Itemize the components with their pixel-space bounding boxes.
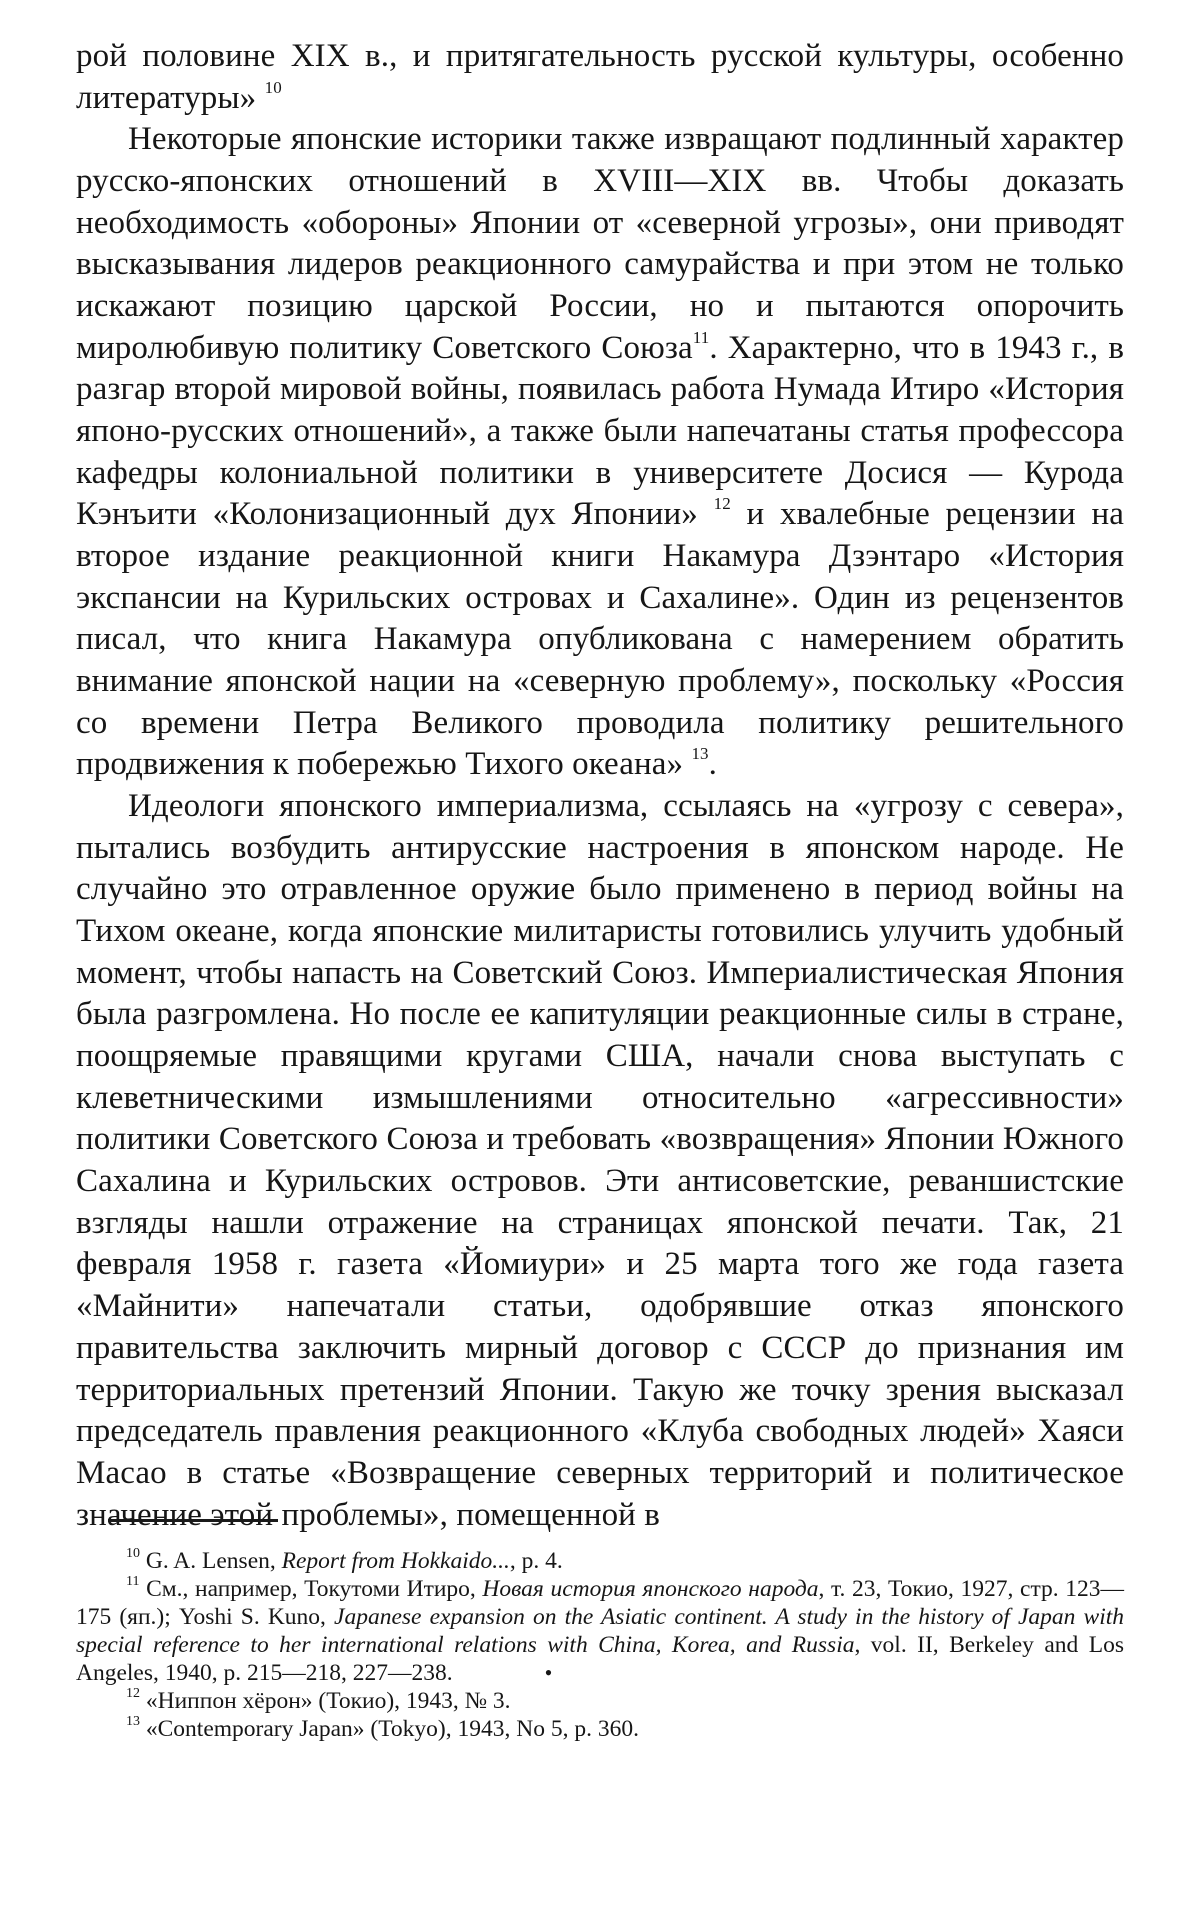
paragraph-2-text-3: и хвалебные рецензии на второе издание реакционной книги Накамура Дзэнтаро «История экспансии на Курильских островах и Сахалине». Один из рецензентов писал, что книга Накамура опубликована с намерением обратить внимание японской нации на «северную проблему», поскольку «Россия со времени Петра Великого проводила политику решительного продвижения к побережью Тихого океана» bbox=[76, 496, 1124, 783]
footnote-10-author: G. A. Lensen, bbox=[145, 1548, 276, 1574]
footnote-12 bbox=[76, 1685, 1124, 1716]
footnote-10-title: Report from Hokkaido... bbox=[281, 1548, 510, 1574]
footnote-ref-13[interactable]: 13 bbox=[691, 744, 709, 764]
footnote-11-number: 11 bbox=[126, 1574, 140, 1590]
footnote-11-mark: • bbox=[544, 1659, 553, 1685]
footnote-10 bbox=[76, 1548, 1124, 1576]
footnote-ref-10[interactable]: 10 bbox=[264, 77, 282, 97]
footnote-10-rest: , p. 4. bbox=[509, 1548, 563, 1574]
footnote-13-text: «Contemporary Japan» (Tokyo), 1943, No 5, p. 360. bbox=[145, 1715, 639, 1742]
footnote-11 bbox=[76, 1576, 1124, 1688]
paragraph-1-text: рой половине XIX в., и притягательность русской культуры, особенно литературы» bbox=[76, 38, 1124, 116]
paragraph-2 bbox=[76, 119, 1124, 786]
footnote-12-text: «Ниппон хёрон» (Токио), 1943, № 3. bbox=[145, 1687, 511, 1714]
footnotes bbox=[76, 1548, 1124, 1744]
footnote-10-number: 10 bbox=[126, 1546, 140, 1562]
footnote-11-text-c: , т. 23, Токио, 1927, стр. 123—175 (яп.); Yoshi S. Kuno, bbox=[76, 1575, 1124, 1630]
footnote-13 bbox=[76, 1713, 1124, 1744]
paragraph-3: Идеологи японского империализма, ссылаясь на «угрозу с севера», пытались возбудить антирусские настроения в японском народе. Не случайно это отравленное оружие было применено в период войны на Тихом океане, когда японские милитаристы готовились улучить удобный момент, чтобы напасть на Советский Союз. Империалистическая Япония была разгромлена. Но после ее капитуляции реакционные силы в стране, поощряемые правящими кругами США, начали снова выступать с клеветническими измышлениями относительно «агрессивности» политики Советского Союза и требовать «возвращения» Японии Южного Сахалина и Курильских островов. Эти антисоветские, реваншистские взгляды нашли отражение на страницах японской печати. Так, 21 февраля 1958 г. газета «Йомиури» и 25 марта того же года газета «Майнити» напечатали статьи, одобрявшие отказ японского правительства заключить мирный договор с СССР до признания им территориальных претензий Японии. Такую же точку зрения высказал председатель правления реакционного «Клуба свободных людей» Хаяси Масао в статье «Возвращение северных территорий и политическое значение этой проблемы», помещенной в bbox=[76, 788, 1124, 1533]
footnote-separator bbox=[108, 1519, 278, 1522]
footnote-12-number: 12 bbox=[126, 1685, 140, 1701]
paragraph-1 bbox=[76, 36, 1124, 119]
footnote-11-text-a: См., например, Токутоми Итиро, bbox=[146, 1575, 476, 1602]
footnote-ref-12[interactable]: 12 bbox=[713, 494, 731, 514]
page-body bbox=[76, 36, 1124, 1536]
footnote-ref-11[interactable]: 11 bbox=[692, 327, 710, 347]
paragraph-2-text-2: . Характерно, что в 1943 г., в разгар второй мировой войны, появилась работа Нумада Итиро «История японо-русских отношений», а также были напечатаны статья профессора кафедры колониальной политики в университете Досися — Курода Кэнъити «Колонизационный дух Японии» bbox=[76, 329, 1124, 533]
footnote-13-number: 13 bbox=[126, 1713, 140, 1729]
main-text bbox=[76, 36, 1124, 1536]
footnote-11-text-e: , vol. II, Berkeley and Los Angeles, 1940, p. 215—218, 227—238. bbox=[76, 1631, 1124, 1686]
paragraph-2-text-1: Некоторые японские историки также извращают подлинный характер русско-японских отношений в XVIII—XIX вв. Чтобы доказать необходимость «обороны» Японии от «северной угрозы», они приводят высказывания лидеров реакционного самурайства и при этом не только искажают позицию царской России, но и пытаются опорочить миролюбивую политику Советского Союза bbox=[76, 121, 1124, 366]
footnote-11-title-en: Japanese expansion on the Asiatic continent. A study in the history of Japan with special reference to her international relations with China, Korea, and Russia bbox=[76, 1603, 1125, 1658]
footnote-11-title-ru: Новая история японского народа bbox=[482, 1575, 819, 1602]
paragraph-2-text-4: . bbox=[708, 746, 717, 783]
